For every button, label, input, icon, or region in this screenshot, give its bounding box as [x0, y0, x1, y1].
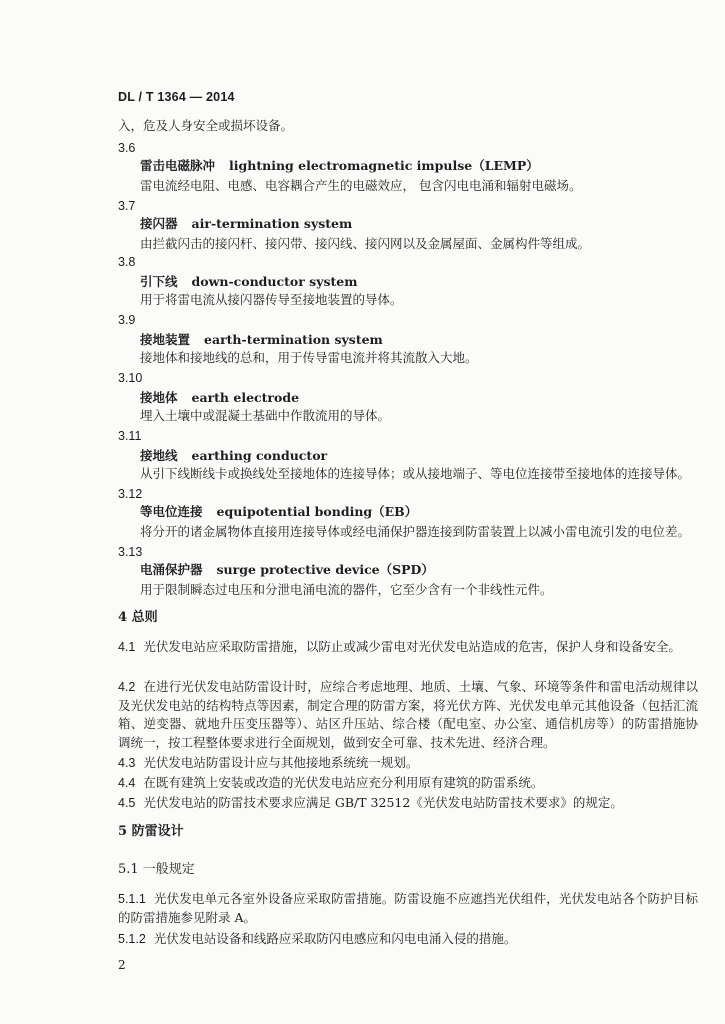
term-zh: 接地线: [140, 448, 178, 463]
term-number: 3.10: [118, 371, 143, 385]
clause-text: 光伏发电站设备和线路应采取防闪电感应和闪电电涌入侵的措施。: [153, 931, 517, 946]
subsection-heading: 5.1 一般规定: [118, 862, 195, 877]
term-zh: 雷击电磁脉冲: [140, 158, 216, 173]
clause-text: 在既有建筑上安装或改造的光伏发电站应充分利用原有建筑的防雷系统。: [143, 775, 544, 790]
term-en: earth-termination system: [204, 332, 383, 347]
standard-header: DL / T 1364 — 2014: [118, 90, 235, 104]
term-definition: 雷电流经电阻、电感、电容耦合产生的电磁效应， 包含闪电电涌和辐射电磁场。: [140, 178, 582, 193]
clause-paragraph: [118, 890, 698, 927]
term-title: [140, 562, 434, 578]
term-title: [140, 332, 383, 348]
term-en: lightning electromagnetic impulse（LEMP）: [229, 158, 539, 173]
clause-paragraph: [118, 794, 698, 813]
term-number: 3.7: [118, 199, 136, 213]
clause-number: 4.2: [118, 680, 136, 694]
term-number: 3.9: [118, 313, 136, 327]
term-zh: 引下线: [140, 274, 178, 289]
clause-text: 光伏发电单元各室外设备应采取防雷措施。防雷设施不应遮挡光伏组件，光伏发电站各个防护目标的防雷措施参见附录 A。: [118, 891, 698, 925]
term-en: down-conductor system: [191, 274, 358, 289]
term-zh: 接地体: [140, 390, 178, 405]
clause-number: 4.5: [118, 796, 136, 810]
term-number: 3.8: [118, 255, 136, 269]
section-heading: 4 总则: [118, 610, 158, 625]
term-zh: 接闪器: [140, 216, 178, 231]
clause-number: 5.1.2: [118, 932, 146, 946]
clause-number: 5.1.1: [118, 892, 146, 906]
term-number: 3.6: [118, 141, 136, 155]
term-definition: 将分开的诸金属物体直接用连接导体或经电涌保护器连接到防雷装置上以减小雷电流引发的电位差。: [140, 524, 691, 539]
term-en: surge protective device（SPD）: [216, 562, 434, 577]
clause-text: 光伏发电站应采取防雷措施，以防止或减少雷电对光伏发电站造成的危害，保护人身和设备安全。: [143, 639, 681, 654]
term-definition: 由拦截闪击的接闪杆、接闪带、接闪线、接闪网以及金属屋面、金属构件等组成。: [140, 236, 591, 251]
term-definition: 用于限制瞬态过电压和分泄电涌电流的器件，它至少含有一个非线性元件。: [140, 582, 553, 597]
term-title: [140, 448, 327, 464]
term-definition: 接地体和接地线的总和，用于传导雷电流并将其流散入大地。: [140, 350, 478, 365]
term-title: [140, 216, 352, 232]
clause-number: 4.4: [118, 776, 136, 790]
clause-paragraph: [118, 754, 698, 773]
term-definition: 从引下线断线卡或换线处至接地体的连接导体；或从接地端子、等电位连接带至接地体的连接导体。: [140, 466, 691, 481]
term-en: earthing conductor: [191, 448, 328, 463]
term-title: [140, 504, 417, 520]
clause-text: 光伏发电站的防雷技术要求应满足 GB/T 32512《光伏发电站防雷技术要求》的规定。: [143, 795, 623, 810]
term-en: earth electrode: [191, 390, 300, 405]
term-title: [140, 274, 357, 290]
term-en: air-termination system: [191, 216, 353, 231]
clause-paragraph: [118, 678, 698, 752]
term-definition: 埋入土壤中或混凝土基础中作散流用的导体。: [140, 408, 391, 423]
term-zh: 电涌保护器: [140, 562, 203, 577]
clause-text: 光伏发电站防雷设计应与其他接地系统统一规划。: [143, 755, 419, 770]
term-definition: 用于将雷电流从接闪器传导至接地装置的导体。: [140, 292, 403, 307]
term-zh: 接地装置: [140, 332, 191, 347]
page-number: 2: [118, 958, 126, 972]
term-number: 3.11: [118, 429, 142, 443]
clause-number: 4.1: [118, 640, 136, 654]
term-zh: 等电位连接: [140, 504, 203, 519]
clause-paragraph: [118, 638, 698, 657]
section-heading: 5 防雷设计: [118, 824, 184, 839]
intro-line: 入，危及人身安全或损坏设备。: [118, 118, 294, 133]
term-number: 3.12: [118, 487, 143, 501]
clause-paragraph: [118, 774, 698, 793]
term-title: [140, 158, 539, 174]
term-title: [140, 390, 299, 406]
term-en: equipotential bonding（EB）: [216, 504, 418, 519]
term-number: 3.13: [118, 545, 143, 559]
clause-number: 4.3: [118, 756, 136, 770]
clause-text: 在进行光伏发电站防雷设计时，应综合考虑地理、地质、土壤、气象、环境等条件和雷电活动规律以及光伏发电站的结构特点等因素，制定合理的防雷方案，将光伏方阵、光伏发电单元其他设备（包括汇流箱、逆变器、就地升压变压器等）、站区升压站、综合楼（配电室、办公室、通信机房等）的防雷措施协调统一，按工程整体要求进行全面规划，做到安全可靠、技术先进、经济合理。: [118, 679, 698, 750]
clause-paragraph: [118, 930, 698, 949]
